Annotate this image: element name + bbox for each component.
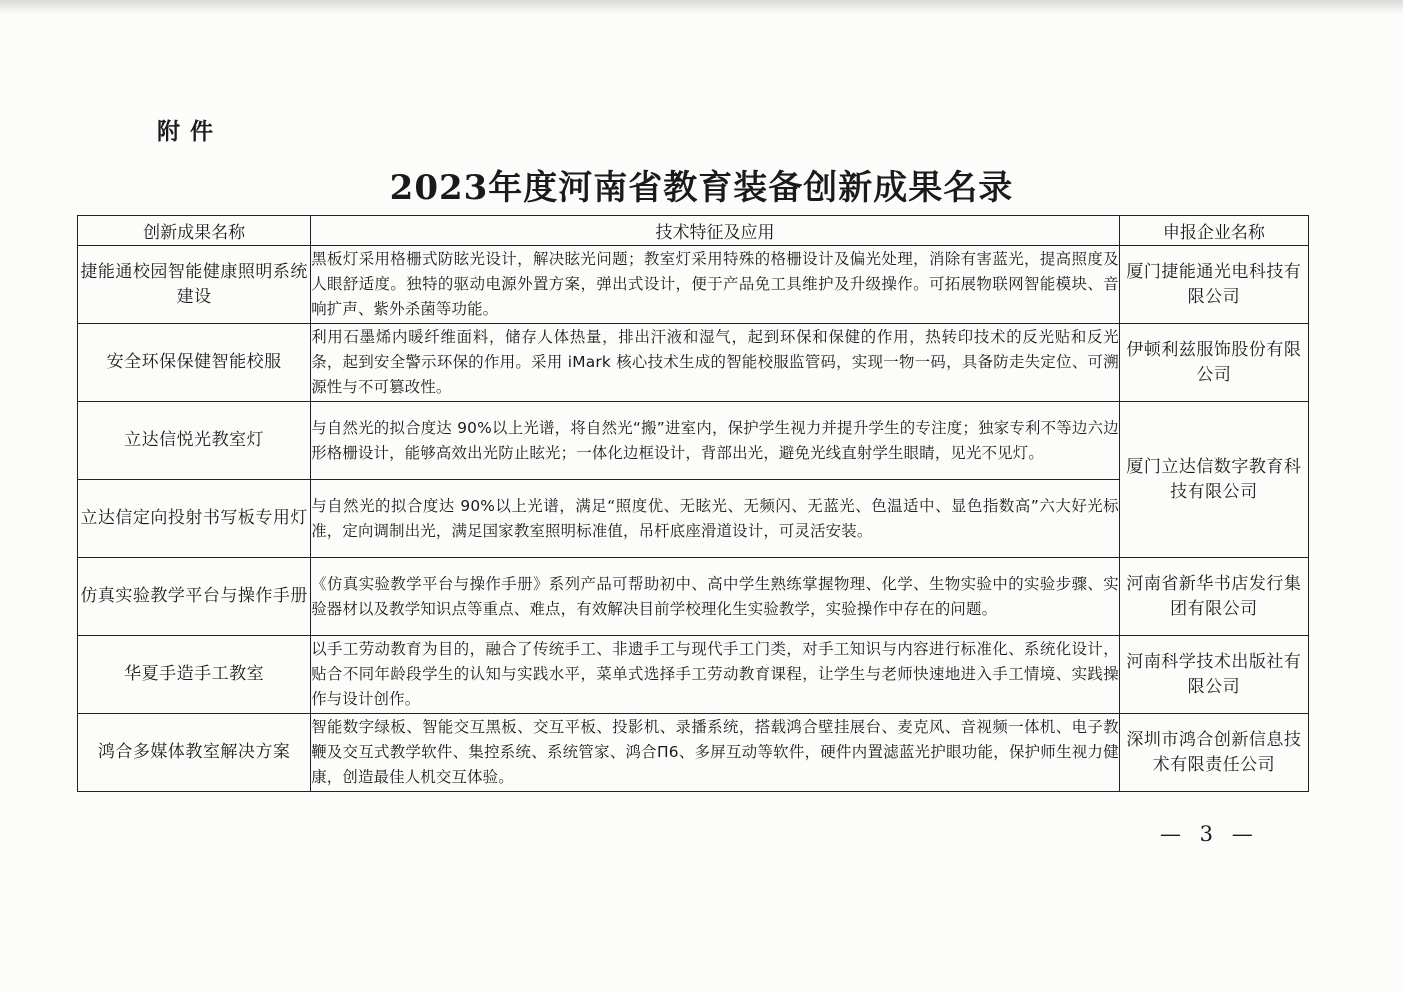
table-row	[78, 558, 1309, 636]
result-name: 立达信定向投射书写板专用灯	[78, 480, 311, 558]
page-number: — 3 —	[1160, 822, 1259, 846]
scan-shadow	[0, 0, 1403, 14]
column-header-features: 技术特征及应用	[311, 216, 1120, 246]
table-row	[78, 246, 1309, 324]
company-name: 厦门捷能通光电科技有限公司	[1119, 246, 1308, 324]
result-name: 华夏手造手工教室	[78, 636, 311, 714]
company-name: 河南科学技术出版社有限公司	[1119, 636, 1308, 714]
result-description: 以手工劳动教育为目的，融合了传统手工、非遗手工与现代手工门类，对手工知识与内容进行标准化、系统化设计，贴合不同年龄段学生的认知与实践水平，菜单式选择手工劳动教育课程，让学生与老师快速地进入手工情境、实践操作与设计创作。	[311, 636, 1120, 714]
table-header	[78, 216, 1309, 246]
result-name: 仿真实验教学平台与操作手册	[78, 558, 311, 636]
company-name: 厦门立达信数字教育科技有限公司	[1119, 402, 1308, 558]
column-header-name: 创新成果名称	[78, 216, 311, 246]
attachment-label: 附件	[157, 119, 223, 145]
result-name: 鸿合多媒体教室解决方案	[78, 714, 311, 792]
result-name: 立达信悦光教室灯	[78, 402, 311, 480]
table-row	[78, 402, 1309, 480]
document-title: 2023年度河南省教育装备创新成果名录	[389, 168, 1014, 208]
column-header-company: 申报企业名称	[1119, 216, 1308, 246]
result-description: 与自然光的拟合度达 90%以上光谱，满足“照度优、无眩光、无频闪、无蓝光、色温适中、显色指数高”六大好光标准，定向调制出光，满足国家教室照明标准值，吊杆底座滑道设计，可灵活安装。	[311, 480, 1120, 558]
table-row	[78, 636, 1309, 714]
company-name: 伊顿利兹服饰股份有限公司	[1119, 324, 1308, 402]
result-name: 捷能通校园智能健康照明系统建设	[78, 246, 311, 324]
result-description: 利用石墨烯内暖纤维面料，储存人体热量，排出汗液和湿气，起到环保和保健的作用，热转印技术的反光贴和反光条，起到安全警示环保的作用。采用 iMark 核心技术生成的智能校服监管码，实现一物一码，具备防走失定位、可溯源性与不可篡改性。	[311, 324, 1120, 402]
table-row	[78, 324, 1309, 402]
result-description: 与自然光的拟合度达 90%以上光谱，将自然光“搬”进室内，保护学生视力并提升学生的专注度；独家专利不等边六边形格栅设计，能够高效出光防止眩光；一体化边框设计，背部出光，避免光线直射学生眼睛，见光不见灯。	[311, 402, 1120, 480]
table-body	[78, 246, 1309, 792]
company-name: 深圳市鸿合创新信息技术有限责任公司	[1119, 714, 1308, 792]
result-name: 安全环保保健智能校服	[78, 324, 311, 402]
result-description: 智能数字绿板、智能交互黑板、交互平板、投影机、录播系统，搭载鸿合壁挂展台、麦克风、音视频一体机、电子教鞭及交互式教学软件、集控系统、系统管家、鸿合Π6、多屏互动等软件，硬件内置滤蓝光护眼功能，保护师生视力健康，创造最佳人机交互体验。	[311, 714, 1120, 792]
company-name: 河南省新华书店发行集团有限公司	[1119, 558, 1308, 636]
innovation-results-table	[77, 215, 1309, 792]
result-description: 黑板灯采用格栅式防眩光设计，解决眩光问题；教室灯采用特殊的格栅设计及偏光处理，消除有害蓝光，提高照度及人眼舒适度。独特的驱动电源外置方案，弹出式设计，便于产品免工具维护及升级操作。可拓展物联网智能模块、音响扩声、紫外杀菌等功能。	[311, 246, 1120, 324]
header-row	[78, 216, 1309, 246]
result-description: 《仿真实验教学平台与操作手册》系列产品可帮助初中、高中学生熟练掌握物理、化学、生物实验中的实验步骤、实验器材以及教学知识点等重点、难点，有效解决目前学校理化生实验教学，实验操作中存在的问题。	[311, 558, 1120, 636]
table-row	[78, 714, 1309, 792]
